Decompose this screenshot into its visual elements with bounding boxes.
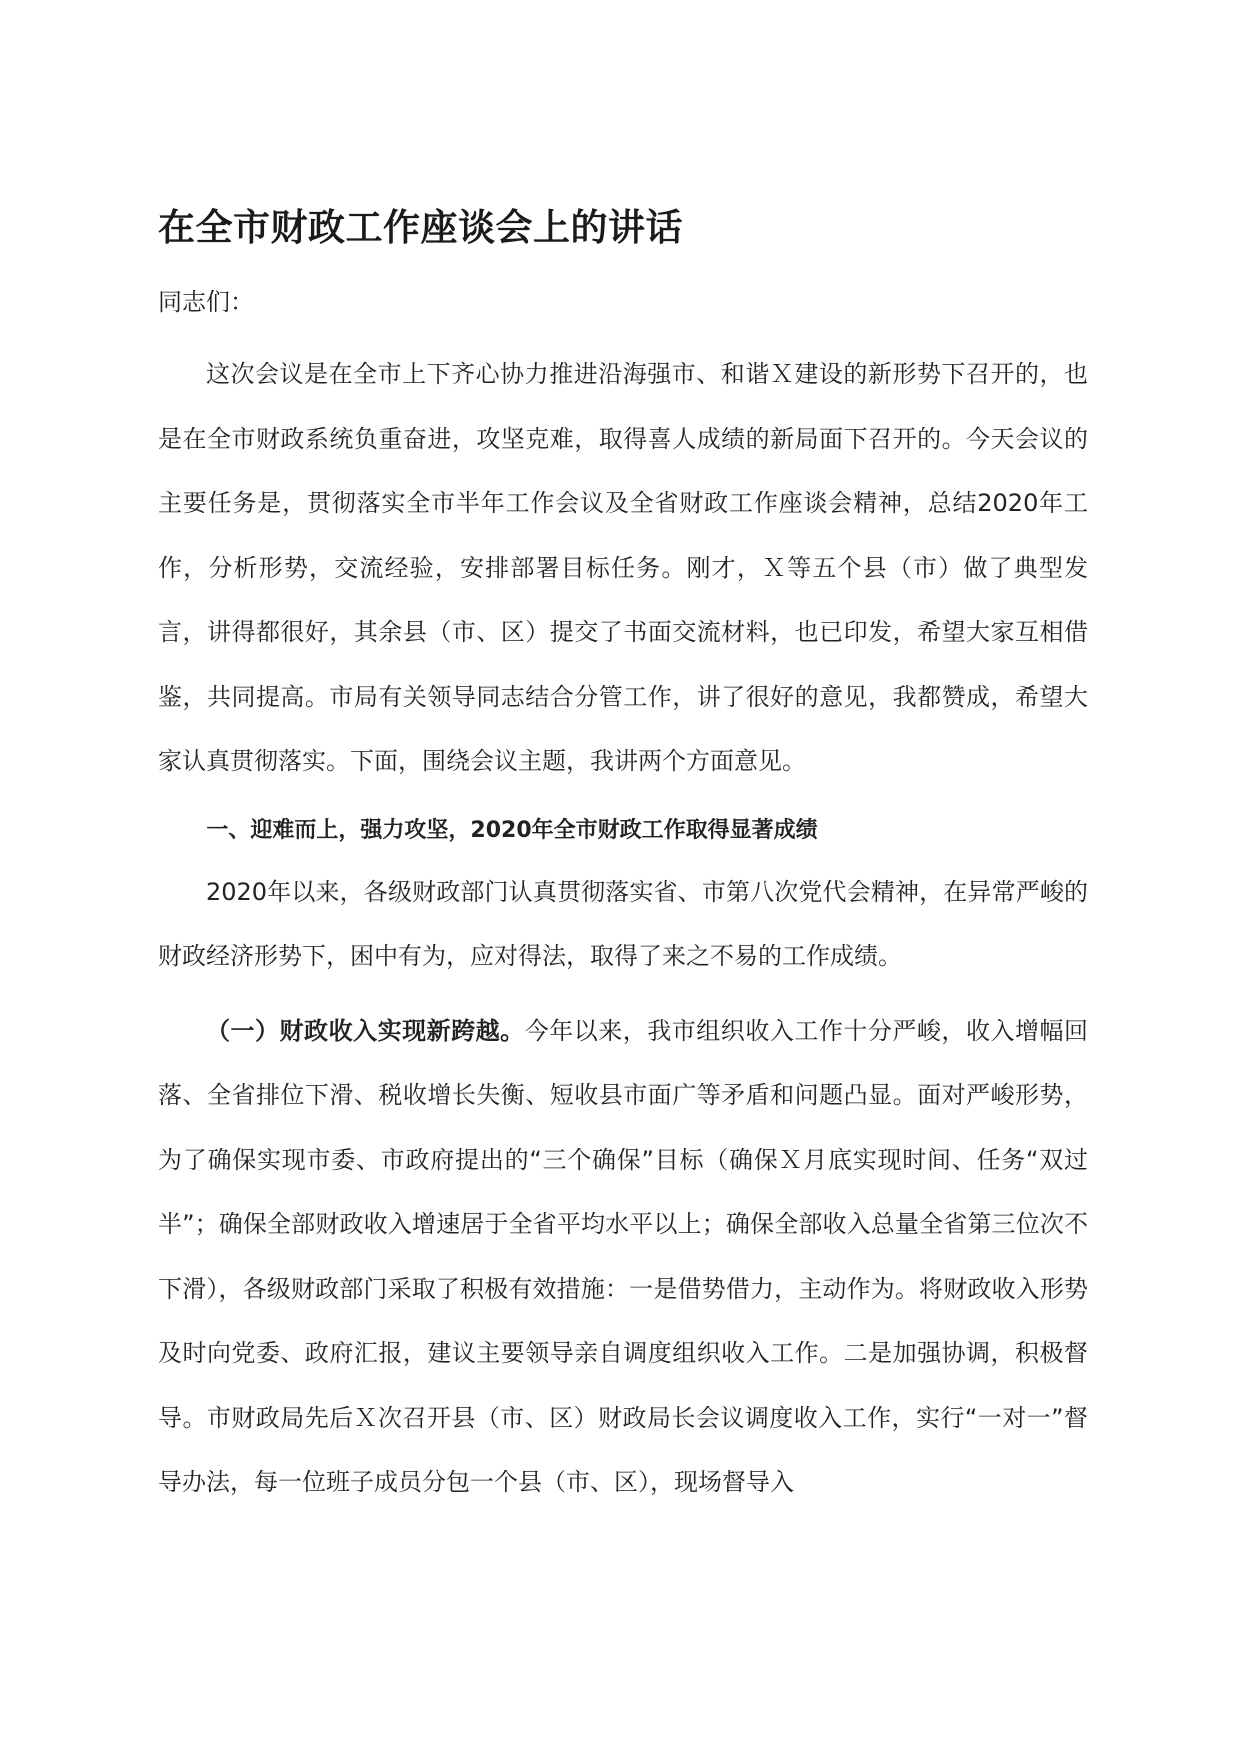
section-heading-1: 一、迎难而上，强力攻坚，2020年全市财政工作取得显著成绩 xyxy=(206,817,818,843)
salutation: 同志们： xyxy=(158,288,254,316)
opening-paragraph: 这次会议是在全市上下齐心协力推进沿海强市、和谐Ｘ建设的新形势下召开的，也是在全市财政系统负重奋进，攻坚克难，取得喜人成绩的新局面下召开的。今天会议的主要任务是，贯彻落实全市半年工作会议及全省财政工作座谈会精神，总结2020年工作，分析形势，交流经验，安排部署目标任务。刚才，Ｘ等五个县（市）做了典型发言，讲得都很好，其余县（市、区）提交了书面交流材料，也已印发，希望大家互相借鉴，共同提高。市局有关领导同志结合分管工作，讲了很好的意见，我都赞成，希望大家认真贯彻落实。下面，围绕会议主题，我讲两个方面意见。 xyxy=(158,360,1088,775)
document-page xyxy=(158,200,1088,1515)
subsection-1-body: 今年以来，我市组织收入工作十分严峻，收入增幅回落、全省排位下滑、税收增长失衡、短收县市面广等矛盾和问题凸显。面对严峻形势，为了确保实现市委、市政府提出的“三个确保”目标（确保Ｘ月底实现时间、任务“双过半”；确保全部财政收入增速居于全省平均水平以上；确保全部收入总量全省第三位次不下滑），各级财政部门采取了积极有效措施：一是借势借力，主动作为。将财政收入形势及时向党委、政府汇报，建议主要领导亲自调度组织收入工作。二是加强协调，积极督导。市财政局先后Ｘ次召开县（市、区）财政局长会议调度收入工作，实行“一对一”督导办法，每一位班子成员分包一个县（市、区），现场督导入 xyxy=(158,1016,1089,1496)
subsection-1-lead: （一）财政收入实现新跨越。 xyxy=(206,1016,525,1045)
document-title: 在全市财政工作座谈会上的讲话 xyxy=(158,206,683,249)
section-1-paragraph: 2020年以来，各级财政部门认真贯彻落实省、市第八次党代会精神，在异常严峻的财政经济形势下，困中有为，应对得法，取得了来之不易的工作成绩。 xyxy=(158,877,1088,970)
subsection-1-paragraph xyxy=(158,999,1088,1515)
